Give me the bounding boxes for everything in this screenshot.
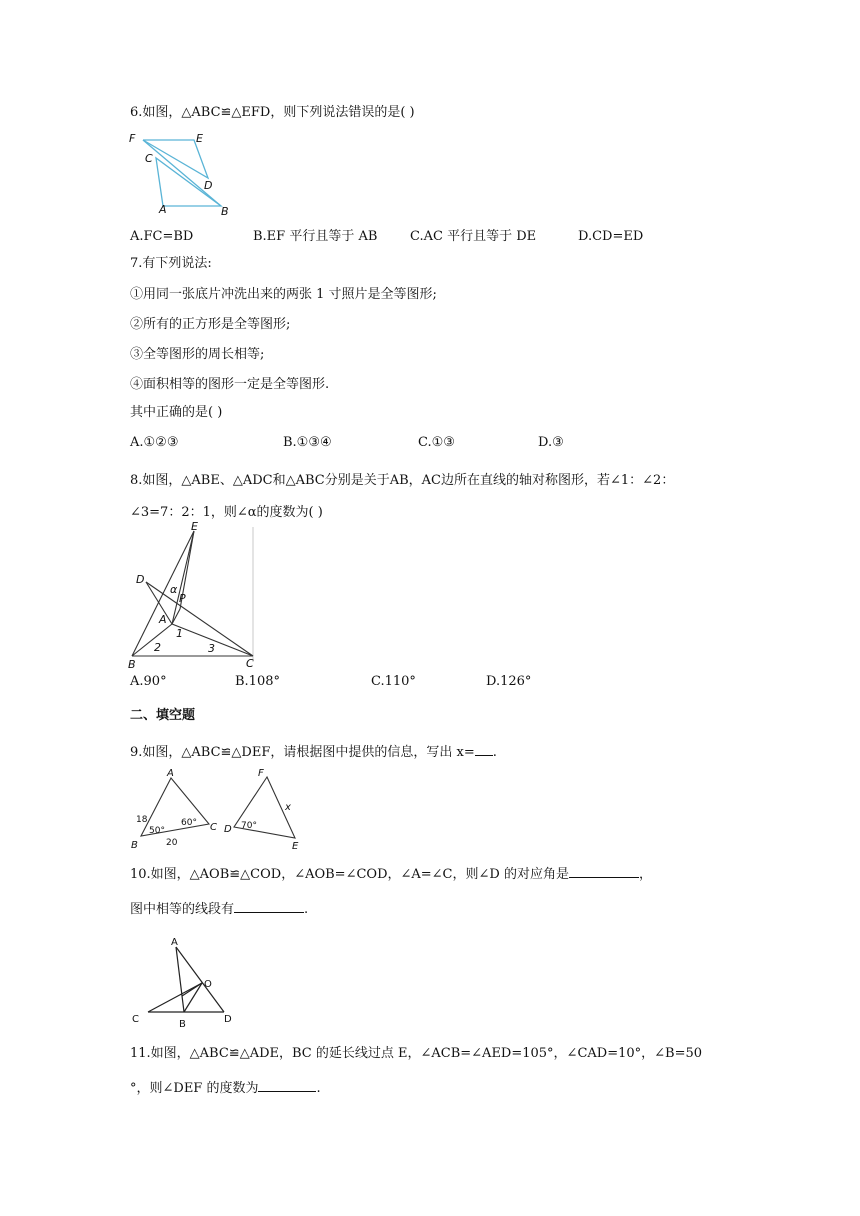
- q6-option-b: B.EF 平行且等于 AB: [253, 229, 378, 244]
- q7-item-2: ②所有的正方形是全等图形;: [130, 317, 291, 332]
- q6-label-f: F: [129, 132, 136, 145]
- q11-line2: [130, 1079, 321, 1098]
- q9-label-60: 60°: [181, 818, 197, 828]
- q10-line2: [130, 900, 308, 919]
- q9-label-x: x: [285, 802, 291, 813]
- q10-line2-text: 图中相等的线段有: [130, 902, 235, 917]
- q8-label-p: P: [179, 592, 186, 605]
- q6-label-a: A: [159, 203, 167, 216]
- q10-stem-end: ，: [638, 867, 652, 882]
- q6-label-e: E: [196, 132, 203, 145]
- q7-stem: 7.有下列说法:: [130, 256, 212, 271]
- q8-label-e: E: [191, 520, 198, 533]
- q9-answer-blank[interactable]: [475, 743, 493, 756]
- q6-stem: 6.如图，△ABC≌△EFD，则下列说法错误的是( ): [130, 105, 415, 120]
- section-heading: 二、填空题: [130, 708, 196, 723]
- q6-option-a: A.FC=BD: [130, 229, 194, 244]
- q8-label-2: 2: [154, 641, 161, 654]
- q7-question: 其中正确的是( ): [130, 405, 223, 420]
- q9-label-70: 70°: [241, 821, 257, 831]
- q8-stem-line2: ∠3=7：2：1，则∠α的度数为( ): [130, 505, 323, 520]
- q10-figure: [128, 934, 238, 1030]
- q8-label-3: 3: [208, 642, 215, 655]
- q6-label-c: C: [145, 152, 153, 165]
- q10-label-o: O: [204, 979, 212, 990]
- q8-label-a: A: [159, 613, 167, 626]
- q9-stem: [130, 743, 497, 762]
- q8-option-a: A.90°: [130, 674, 167, 689]
- q9-label-a: A: [167, 768, 174, 779]
- q10-stem: [130, 865, 652, 884]
- q8-option-b: B.108°: [235, 674, 280, 689]
- q8-label-b: B: [128, 658, 136, 671]
- q7-item-4: ④面积相等的图形一定是全等图形.: [130, 377, 330, 392]
- q9-label-50: 50°: [149, 826, 165, 836]
- q7-option-a: A.①②③: [130, 435, 179, 450]
- q9-label-18: 18: [136, 815, 148, 825]
- q11-line2-text: °，则∠DEF 的度数为: [130, 1081, 259, 1096]
- q9-label-f: F: [258, 768, 264, 779]
- q6-label-b: B: [221, 205, 229, 218]
- q8-label-alpha: α: [170, 583, 178, 596]
- q6-figure: [128, 128, 238, 220]
- q11-line2-end: .: [316, 1081, 321, 1096]
- q8-figure: [128, 520, 258, 671]
- q6-label-d: D: [204, 179, 213, 192]
- q10-answer-blank-2[interactable]: [234, 900, 304, 913]
- q9-stem-end: .: [492, 745, 497, 760]
- q9-label-d: D: [224, 824, 232, 835]
- q7-item-1: ①用同一张底片冲洗出来的两张 1 寸照片是全等图形;: [130, 287, 437, 302]
- q10-label-b: B: [179, 1019, 186, 1030]
- q6-option-d: D.CD=ED: [578, 229, 644, 244]
- q9-label-c: C: [210, 822, 217, 833]
- q10-label-d: D: [224, 1014, 232, 1025]
- q8-option-c: C.110°: [371, 674, 416, 689]
- q8-stem-line1: 8.如图，△ABE、△ADC和△ABC分别是关于AB，AC边所在直线的轴对称图形，若∠1：∠2：: [130, 473, 675, 488]
- q9-label-b: B: [131, 840, 138, 851]
- q9-figure: [130, 767, 305, 852]
- q8-label-1: 1: [176, 627, 183, 640]
- q10-label-a: A: [171, 937, 178, 948]
- q10-line2-end: .: [304, 902, 309, 917]
- q8-label-d: D: [136, 573, 145, 586]
- q9-label-e: E: [292, 841, 299, 852]
- q7-item-3: ③全等图形的周长相等;: [130, 347, 265, 362]
- q10-stem-text: 10.如图，△AOB≌△COD，∠AOB=∠COD，∠A=∠C，则∠D 的对应角是: [130, 867, 569, 882]
- q6-line-fb: [143, 140, 221, 206]
- q7-option-d: D.③: [538, 435, 564, 450]
- q6-option-c: C.AC 平行且等于 DE: [410, 229, 537, 244]
- q8-option-d: D.126°: [486, 674, 532, 689]
- q8-label-c: C: [246, 657, 254, 670]
- q10-label-c: C: [132, 1014, 139, 1025]
- q7-option-b: B.①③④: [283, 435, 332, 450]
- q11-line1: 11.如图，△ABC≌△ADE，BC 的延长线过点 E，∠ACB=∠AED=105°，∠CAD=10°，∠B=50: [130, 1046, 703, 1061]
- q7-option-c: C.①③: [418, 435, 455, 450]
- q11-answer-blank[interactable]: [258, 1079, 316, 1092]
- q9-label-20: 20: [166, 838, 178, 848]
- q10-answer-blank-1[interactable]: [569, 865, 639, 878]
- q9-stem-text: 9.如图，△ABC≌△DEF，请根据图中提供的信息，写出 x=: [130, 745, 475, 760]
